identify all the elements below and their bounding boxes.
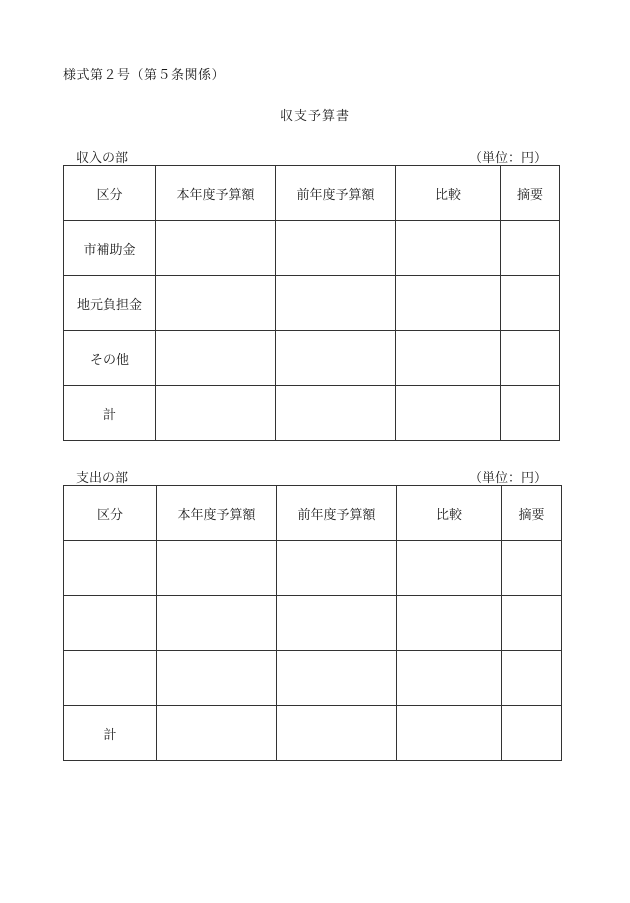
row-label: 地元負担金 xyxy=(64,276,156,331)
income-section-label: 収入の部 xyxy=(76,151,129,166)
table-row xyxy=(64,276,560,331)
current-budget-cell[interactable] xyxy=(156,276,276,331)
header-cell-remarks: 摘要 xyxy=(501,166,560,221)
income-unit-label: （単位：円） xyxy=(468,151,547,166)
previous-budget-cell[interactable] xyxy=(277,541,397,596)
document-title: 収支予算書 xyxy=(279,109,350,124)
row-label: その他 xyxy=(64,331,156,386)
remarks-cell[interactable] xyxy=(501,221,560,276)
table-row xyxy=(64,651,562,706)
row-label: 計 xyxy=(64,706,157,761)
header-cell-remarks: 摘要 xyxy=(502,486,562,541)
header-cell-current-budget: 本年度予算額 xyxy=(156,166,276,221)
expense-table xyxy=(63,485,562,761)
row-label[interactable] xyxy=(64,541,157,596)
header-cell-previous-budget: 前年度予算額 xyxy=(277,486,397,541)
current-budget-cell[interactable] xyxy=(157,541,277,596)
comparison-cell[interactable] xyxy=(397,651,502,706)
remarks-cell[interactable] xyxy=(501,331,560,386)
previous-budget-cell[interactable] xyxy=(276,331,396,386)
remarks-cell[interactable] xyxy=(502,651,562,706)
form-number: 様式第２号（第５条関係） xyxy=(63,68,226,83)
remarks-cell[interactable] xyxy=(502,541,562,596)
comparison-cell[interactable] xyxy=(396,331,501,386)
row-label[interactable] xyxy=(64,596,157,651)
current-budget-cell[interactable] xyxy=(156,386,276,441)
previous-budget-cell[interactable] xyxy=(277,596,397,651)
current-budget-cell[interactable] xyxy=(156,221,276,276)
previous-budget-cell[interactable] xyxy=(276,221,396,276)
current-budget-cell[interactable] xyxy=(157,651,277,706)
remarks-cell[interactable] xyxy=(502,706,562,761)
current-budget-cell[interactable] xyxy=(156,331,276,386)
total-row xyxy=(64,706,562,761)
total-row xyxy=(64,386,560,441)
row-label: 市補助金 xyxy=(64,221,156,276)
row-label[interactable] xyxy=(64,651,157,706)
previous-budget-cell[interactable] xyxy=(277,706,397,761)
table-row xyxy=(64,596,562,651)
comparison-cell[interactable] xyxy=(397,706,502,761)
remarks-cell[interactable] xyxy=(502,596,562,651)
header-cell-category: 区分 xyxy=(64,166,156,221)
header-cell-comparison: 比較 xyxy=(396,166,501,221)
row-label: 計 xyxy=(64,386,156,441)
comparison-cell[interactable] xyxy=(397,541,502,596)
comparison-cell[interactable] xyxy=(396,276,501,331)
comparison-cell[interactable] xyxy=(397,596,502,651)
table-header-row xyxy=(64,166,560,221)
table-row xyxy=(64,221,560,276)
header-cell-previous-budget: 前年度予算額 xyxy=(276,166,396,221)
previous-budget-cell[interactable] xyxy=(277,651,397,706)
current-budget-cell[interactable] xyxy=(157,706,277,761)
previous-budget-cell[interactable] xyxy=(276,276,396,331)
previous-budget-cell[interactable] xyxy=(276,386,396,441)
table-row xyxy=(64,541,562,596)
remarks-cell[interactable] xyxy=(501,386,560,441)
comparison-cell[interactable] xyxy=(396,386,501,441)
table-header-row xyxy=(64,486,562,541)
header-cell-current-budget: 本年度予算額 xyxy=(157,486,277,541)
comparison-cell[interactable] xyxy=(396,221,501,276)
expense-section-label: 支出の部 xyxy=(76,471,129,486)
table-row xyxy=(64,331,560,386)
income-table xyxy=(63,165,560,441)
current-budget-cell[interactable] xyxy=(157,596,277,651)
header-cell-comparison: 比較 xyxy=(397,486,502,541)
remarks-cell[interactable] xyxy=(501,276,560,331)
header-cell-category: 区分 xyxy=(64,486,157,541)
expense-unit-label: （単位：円） xyxy=(468,471,547,486)
